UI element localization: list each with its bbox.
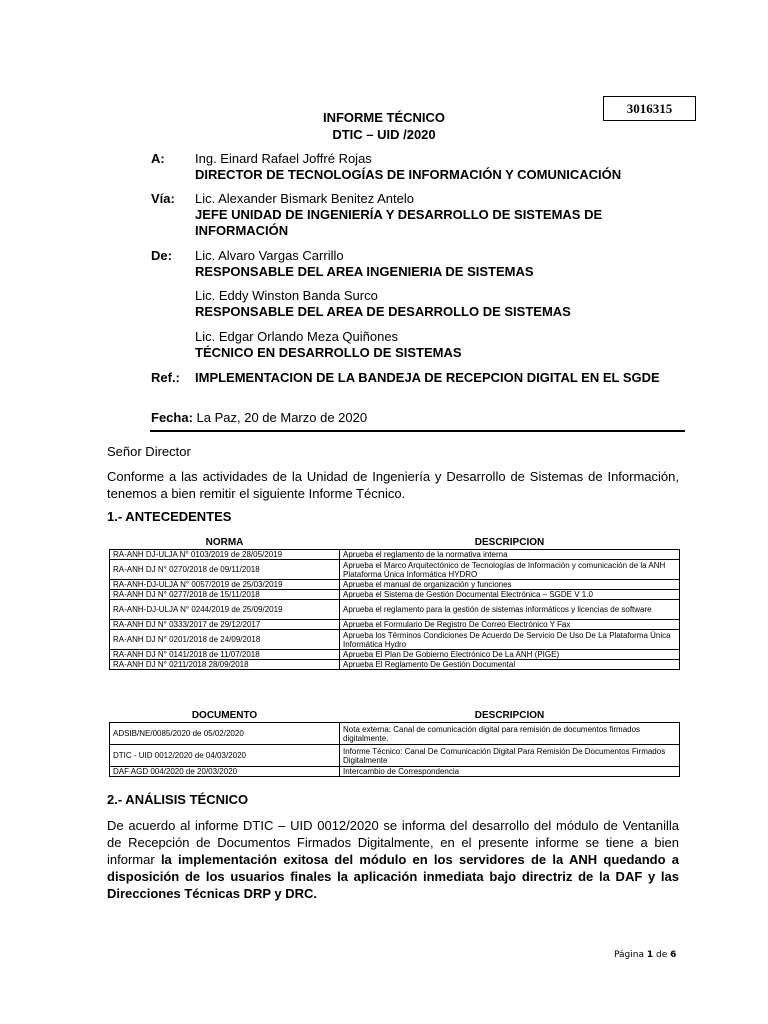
descripcion-header: DESCRIPCION — [474, 537, 545, 548]
table-row — [110, 745, 680, 767]
date-label: Fecha: — [151, 410, 193, 425]
table-row — [110, 590, 680, 600]
descripcion-cell: Aprueba el reglamento de la normativa interna — [340, 550, 680, 560]
ref-label: Ref.: — [151, 370, 180, 385]
documento-cell: ADSIB/NE/0085/2020 de 05/02/2020 — [110, 723, 340, 745]
from-name-2: Lic. Eddy Winston Banda Surco — [195, 288, 378, 303]
descripcion-cell: Intercambio de Correspondencia — [340, 767, 680, 777]
from-role-2: RESPONSABLE DEL AREA DE DESARROLLO DE SISTEMAS — [195, 304, 571, 319]
from-name-3: Lic. Edgar Orlando Meza Quiñones — [195, 329, 399, 344]
intro-paragraph: Conforme a las actividades de la Unidad de Ingeniería y Desarrollo de Sistemas de Información, tenemos a bien remitir el siguiente Informe Técnico. — [107, 469, 679, 501]
from-role-1: RESPONSABLE DEL AREA INGENIERIA DE SISTEMAS — [195, 264, 534, 279]
document-number: 3016315 — [626, 100, 673, 116]
norma-cell: RA-ANH DJ N° 0201/2018 de 24/09/2018 — [110, 630, 340, 650]
norma-cell: RA-ANH DJ N° 0333/2017 de 29/12/2017 — [110, 620, 340, 630]
page-current: 1 — [646, 950, 654, 960]
salutation: Señor Director — [107, 444, 191, 459]
from-role-3: TÉCNICO EN DESARROLLO DE SISTEMAS — [195, 345, 462, 360]
norma-cell: RA-ANH DJ N° 0270/2018 de 09/11/2018 — [110, 560, 340, 580]
descripcion-cell: Nota externa: Canal de comunicación digital para remisión de documentos firmados digitalmente. — [340, 723, 680, 745]
norma-cell: RA-ANH DJ-ULJA N° 0103/2019 de 28/05/2019 — [110, 550, 340, 560]
analysis-plain-text: De acuerdo al informe DTIC – UID 0012/2020 se informa del desarrollo del módulo de Ventanilla de Recepción de Documentos Firmados Digitalmente, en el presente informe se tiene a bien informar — [107, 818, 679, 867]
descripcion-cell: Aprueba El Plan De Gobierno Electrónico De La ANH (PIGE) — [340, 650, 680, 660]
antecedentes-table — [109, 536, 680, 670]
table-row — [110, 650, 680, 660]
date-value: La Paz, 20 de Marzo de 2020 — [196, 410, 368, 425]
table-row — [110, 630, 680, 650]
report-code: DTIC – UID /2020 — [332, 127, 436, 142]
to-label: A: — [151, 151, 165, 166]
documento-header: DOCUMENTO — [191, 710, 258, 721]
analysis-paragraph — [107, 817, 679, 902]
section1-heading: 1.- ANTECEDENTES — [107, 509, 232, 524]
section2-heading: 2.- ANÁLISIS TÉCNICO — [107, 792, 249, 807]
table-row — [110, 767, 680, 777]
documento-cell: DAF AGD 004/2020 de 20/03/2020 — [110, 767, 340, 777]
from-label: De: — [151, 248, 172, 263]
descripcion-header: DESCRIPCION — [474, 710, 545, 721]
norma-cell: RA-ANH DJ N° 0211/2018 28/09/2018 — [110, 660, 340, 670]
table-row — [110, 600, 680, 620]
norma-cell: RA-ANH DJ N° 0277/2018 de 15/11/2018 — [110, 590, 340, 600]
table-row — [110, 620, 680, 630]
descripcion-cell: Aprueba el Marco Arquitectónico de Tecnologías de Información y comunicación de la ANH Plataforma Única Informática HYDRO — [340, 560, 680, 580]
via-role: JEFE UNIDAD DE INGENIERÍA Y DESARROLLO DE SISTEMAS DE INFORMACIÓN — [195, 207, 603, 238]
documento-cell: DTIC - UID 0012/2020 de 04/03/2020 — [110, 745, 340, 767]
page-of: de — [656, 950, 668, 960]
page-footer — [614, 950, 676, 960]
descripcion-cell: Aprueba el manual de organización y funciones — [340, 580, 680, 590]
descripcion-cell: Aprueba El Reglamento De Gestión Documental — [340, 660, 680, 670]
report-title: INFORME TÉCNICO — [322, 110, 446, 125]
analysis-bold-text: la implementación exitosa del módulo en los servidores de la ANH quedando a disposición de los usuarios finales la aplicación inmediata bajo directriz de la DAF y las Direcciones Técnicas DRP y DRC. — [107, 852, 679, 901]
table-row — [110, 550, 680, 560]
ref-text: IMPLEMENTACION DE LA BANDEJA DE RECEPCION DIGITAL EN EL SGDE — [195, 370, 660, 385]
norma-cell: RA-ANH-DJ-ULJA N° 0244/2019 de 25/09/2019 — [110, 600, 340, 620]
page-label: Página — [614, 950, 644, 960]
table-row — [110, 723, 680, 745]
page-total: 6 — [670, 950, 677, 960]
via-label: Vía: — [151, 191, 175, 206]
norma-cell: RA-ANH DJ N° 0141/2018 de 11/07/2018 — [110, 650, 340, 660]
via-name: Lic. Alexander Bismark Benitez Antelo — [195, 191, 414, 206]
descripcion-cell: Informe Técnico: Canal De Comunicación Digital Para Remisión De Documentos Firmados Digitalmente — [340, 745, 680, 767]
date-line — [151, 410, 367, 425]
descripcion-cell: Aprueba el reglamento para la gestión de sistemas informáticos y licencias de software — [340, 600, 680, 620]
table-row — [110, 660, 680, 670]
norma-header: NORMA — [205, 537, 244, 548]
to-name: Ing. Einard Rafael Joffré Rojas — [195, 151, 372, 166]
documentos-table — [109, 709, 680, 777]
header-divider — [150, 430, 685, 432]
from-name-1: Lic. Alvaro Vargas Carrillo — [195, 248, 344, 263]
descripcion-cell: Aprueba el Formulario De Registro De Correo Electrónico Y Fax — [340, 620, 680, 630]
table-row — [110, 560, 680, 580]
norma-cell: RA-ANH-DJ-ULJA N° 0057/2019 de 25/03/2019 — [110, 580, 340, 590]
descripcion-cell: Aprueba los Términos Condiciones De Acuerdo De Servicio De Uso De La Plataforma Única Informática Hydro — [340, 630, 680, 650]
table-row — [110, 580, 680, 590]
to-role: DIRECTOR DE TECNOLOGÍAS DE INFORMACIÓN Y COMUNICACIÓN — [195, 167, 622, 182]
descripcion-cell: Aprueba el Sistema de Gestión Documental Electrónica – SGDE V 1.0 — [340, 590, 680, 600]
